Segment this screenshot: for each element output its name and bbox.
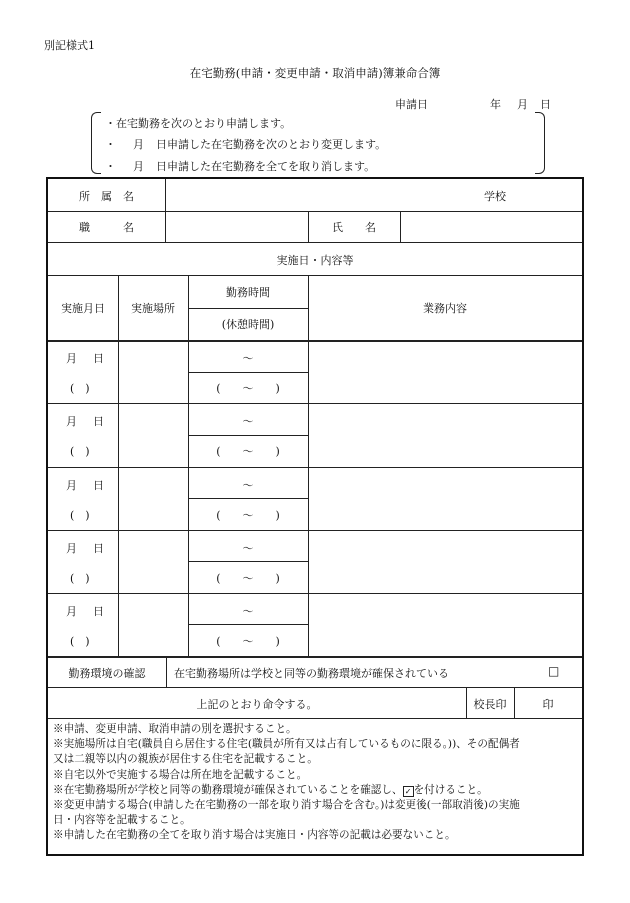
row1-month: 月	[66, 352, 77, 365]
col-place-header: 実施場所	[131, 302, 175, 315]
row4-day: 日	[93, 542, 104, 555]
row5-break: ( 〜 )	[216, 635, 280, 648]
notes	[53, 722, 581, 844]
row5-hours: 〜	[242, 605, 254, 618]
env-label: 勤務環境の確認	[68, 667, 146, 680]
col-date-header: 実施月日	[61, 302, 105, 315]
row3-weekday: ( )	[70, 509, 90, 522]
row1-break: ( 〜 )	[216, 382, 280, 395]
position-label: 職 名	[79, 221, 134, 234]
row3-month: 月	[66, 479, 77, 492]
page-title: 在宅勤務(申請・変更申請・取消申請)簿兼命合簿	[189, 66, 441, 80]
row1-hours: 〜	[242, 352, 254, 365]
seal-box[interactable]: 印	[542, 698, 554, 711]
row3-hours: 〜	[242, 479, 254, 492]
row4-hours: 〜	[242, 542, 254, 555]
date-label: 申請日	[395, 98, 428, 111]
note-2: ※実施場所は自宅(職員自ら居住する住宅(職員が所有又は占有しているものに限る。))、その配偶者	[53, 738, 520, 751]
affiliation-label: 所 属 名	[79, 190, 134, 203]
application-table	[46, 177, 584, 856]
option-cancel[interactable]: ・ 月 日申請した在宅勤務を全てを取り消します。	[105, 160, 376, 173]
row4-month: 月	[66, 542, 77, 555]
school-label: 学校	[484, 190, 506, 203]
note-7: 日・内容等を記載すること。	[53, 814, 191, 827]
row5-weekday: ( )	[70, 635, 90, 648]
row2-day: 日	[93, 415, 104, 428]
env-text: 在宅勤務場所は学校と同等の勤務環境が確保されている	[174, 667, 449, 680]
section-header: 実施日・内容等	[276, 254, 354, 267]
row1-weekday: ( )	[70, 382, 90, 395]
left-bracket	[91, 112, 101, 174]
col-break-header: (休憩時間)	[221, 318, 275, 331]
note-8: ※申請した在宅勤務の全てを取り消す場合は実施日・内容等の記載は必要ないこと。	[53, 829, 456, 842]
application-type-options	[91, 112, 545, 174]
col-hours-header: 勤務時間	[226, 286, 270, 299]
row2-month: 月	[66, 415, 77, 428]
note-3: 又は二親等以内の親族が居住する住宅を記載すること。	[53, 753, 318, 766]
name-label: 氏 名	[332, 221, 376, 234]
day-label: 日	[540, 98, 551, 111]
row2-hours: 〜	[242, 415, 254, 428]
note-5: ※在宅勤務場所が学校と同等の勤務環境が確保されていることを確認し、 ✓ を付けること。	[53, 783, 488, 796]
year-label: 年	[490, 98, 501, 111]
env-checkbox[interactable]: □	[548, 664, 560, 678]
row3-break: ( 〜 )	[216, 509, 280, 522]
note-6: ※変更申請する場合(申請した在宅勤務の一部を取り消す場合を含む。)は変更後(一部取消後)の実施	[53, 799, 520, 812]
check-mark-icon: ✓	[403, 786, 414, 797]
row5-day: 日	[93, 605, 104, 618]
row2-break: ( 〜 )	[216, 445, 280, 458]
row2-weekday: ( )	[70, 445, 90, 458]
right-bracket	[535, 112, 545, 174]
option-apply[interactable]: ・在宅勤務を次のとおり申請します。	[105, 117, 292, 130]
principal-seal-label: 校長印	[473, 698, 507, 711]
row3-day: 日	[93, 479, 104, 492]
col-work-header: 業務内容	[423, 302, 467, 315]
row5-month: 月	[66, 605, 77, 618]
form-label: 別記様式1	[44, 39, 95, 52]
note-4: ※自宅以外で実施する場合は所在地を記載すること。	[53, 768, 308, 781]
row4-break: ( 〜 )	[216, 572, 280, 585]
order-text: 上記のとおり命令する。	[196, 698, 318, 711]
option-change[interactable]: ・ 月 日申請した在宅勤務を次のとおり変更します。	[105, 138, 387, 151]
row1-day: 日	[93, 352, 104, 365]
note-1: ※申請、変更申請、取消申請の別を選択すること。	[53, 723, 297, 735]
month-label: 月	[517, 98, 528, 111]
row4-weekday: ( )	[70, 572, 90, 585]
